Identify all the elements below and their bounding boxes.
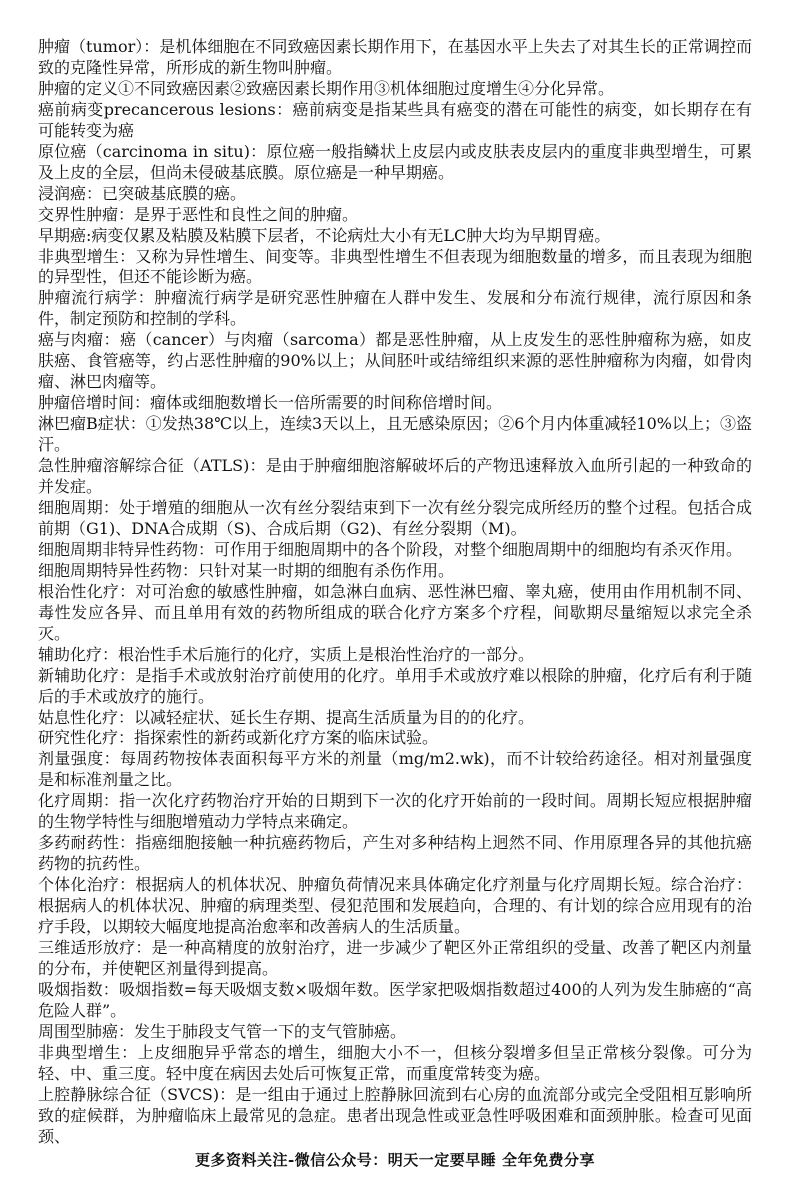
paragraph: 浸润癌：已突破基底膜的癌。 — [38, 183, 247, 203]
paragraph: 淋巴瘤B症状：①发热38℃以上，连续3天以上，且无感染原因；②6个月内体重减轻10%以上；③盗汗。 — [38, 414, 752, 455]
paragraph: 非典型增生：又称为异性增生、间变等。非典型性增生不但表现为细胞数量的增多，而且表现为细胞的异型性，但还不能诊断为癌。 — [38, 246, 752, 287]
paragraph: 三维适形放疗：是一种高精度的放射治疗，进一步减少了靶区外正常组织的受量、改善了靶区内剂量的分布，并使靶区剂量得到提高。 — [38, 937, 752, 978]
paragraph: 上腔静脉综合征（SVCS)：是一组由于通过上腔静脉回流到右心房的血流部分或完全受阻相互影响所致的症候群，为肿瘤临床上最常见的急症。患者出现急性或亚急性呼吸困难和面颈肿胀。检查可见面颈、 — [38, 1084, 752, 1146]
paragraph: 根治性化疗：对可治愈的敏感性肿瘤，如急淋白血病、恶性淋巴瘤、睾丸癌，使用由作用机制不同、毒性发应各异、而且单用有效的药物所组成的联合化疗方案多个疗程，间歇期尽量缩短以求完全杀灭。 — [38, 581, 752, 643]
paragraph: 肿瘤流行病学：肿瘤流行病学是研究恶性肿瘤在人群中发生、发展和分布流行规律，流行原因和条件，制定预防和控制的学科。 — [38, 288, 752, 329]
paragraph: 辅助化疗：根治性手术后施行的化疗，实质上是根治性治疗的一部分。 — [38, 644, 535, 664]
paragraph: 肿瘤的定义①不同致癌因素②致癌因素长期作用③机体细胞过度增生④分化异常。 — [38, 78, 615, 98]
paragraph: 姑息性化疗：以减轻症状、延长生存期、提高生活质量为目的的化疗。 — [38, 707, 535, 727]
paragraph: 交界性肿瘤：是界于恶性和良性之间的肿瘤。 — [38, 204, 359, 224]
paragraph: 研究性化疗：指探索性的新药或新化疗方案的临床试验。 — [38, 728, 439, 748]
paragraph: 细胞周期特异性药物：只针对某一时期的细胞有杀伤作用。 — [38, 560, 455, 580]
paragraph: 吸烟指数：吸烟指数=每天吸烟支数×吸烟年数。医学家把吸烟指数超过400的人列为发生肺癌的“高危险人群”。 — [38, 979, 752, 1020]
paragraph: 原位癌（carcinoma in situ)：原位癌一般指鳞状上皮层内或皮肤表皮层内的重度非典型增生，可累及上皮的全层，但尚未侵破基底膜。原位癌是一种早期癌。 — [38, 141, 752, 182]
paragraph: 细胞周期：处于增殖的细胞从一次有丝分裂结束到下一次有丝分裂完成所经历的整个过程。包括合成前期（G1)、DNA合成期（S)、合成后期（G2)、有丝分裂期（M)。 — [38, 497, 752, 538]
paragraph: 个体化治疗：根据病人的机体状况、肿瘤负荷情况来具体确定化疗剂量与化疗周期长短。综合治疗：根据病人的机体状况、肿瘤的病理类型、侵犯范围和发展趋向，合理的、有计划的综合应用现有的治疗手段，以期较大幅度地提高治愈率和改善病人的生活质量。 — [38, 875, 752, 937]
document-body — [38, 37, 752, 1148]
paragraph: 周围型肺癌：发生于肺段支气管一下的支气管肺癌。 — [38, 1021, 407, 1041]
paragraph: 多药耐药性：指癌细胞接触一种抗癌药物后，产生对多种结构上迥然不同、作用原理各异的其他抗癌药物的抗药性。 — [38, 833, 752, 874]
paragraph: 肿瘤倍增时间：瘤体或细胞数增长一倍所需要的时间称倍增时间。 — [38, 393, 503, 413]
paragraph: 癌前病变precancerous lesions：癌前病变是指某些具有癌变的潜在可能性的病变，如长期存在有可能转变为癌 — [38, 99, 752, 140]
paragraph: 早期癌:病变仅累及粘膜及粘膜下层者，不论病灶大小有无LC肿大均为早期胃癌。 — [38, 225, 611, 245]
page-footer: 更多资料关注-微信公众号：明天一定要早睡 全年免费分享 — [195, 1150, 595, 1169]
paragraph: 癌与肉瘤：癌（cancer）与肉瘤（sarcoma）都是恶性肿瘤，从上皮发生的恶性肿瘤称为癌，如皮肤癌、食管癌等，约占恶性肿瘤的90%以上；从间胚叶或结缔组织来源的恶性肿瘤称为肉瘤，如骨肉瘤、淋巴肉瘤等。 — [38, 330, 752, 392]
paragraph: 非典型增生：上皮细胞异乎常态的增生，细胞大小不一，但核分裂增多但呈正常核分裂像。可分为轻、中、重三度。轻中度在病因去处后可恢复正常，而重度常转变为癌。 — [38, 1042, 752, 1083]
paragraph: 急性肿瘤溶解综合征（ATLS)：是由于肿瘤细胞溶解破坏后的产物迅速释放入血所引起的一种致命的并发症。 — [38, 456, 752, 497]
paragraph: 剂量强度：每周药物按体表面积每平方米的剂量（mg/m2.wk)，而不计较给药途径。相对剂量强度是和标准剂量之比。 — [38, 749, 752, 790]
paragraph: 细胞周期非特异性药物：可作用于细胞周期中的各个阶段，对整个细胞周期中的细胞均有杀灭作用。 — [38, 539, 743, 559]
paragraph: 肿瘤（tumor）：是机体细胞在不同致癌因素长期作用下，在基因水平上失去了对其生长的正常调控而致的克隆性异常，所形成的新生物叫肿瘤。 — [38, 37, 752, 77]
paragraph: 化疗周期：指一次化疗药物治疗开始的日期到下一次的化疗开始前的一段时间。周期长短应根据肿瘤的生物学特性与细胞增殖动力学特点来确定。 — [38, 791, 752, 832]
paragraph: 新辅助化疗：是指手术或放射治疗前使用的化疗。单用手术或放疗难以根除的肿瘤，化疗后有利于随后的手术或放疗的施行。 — [38, 665, 752, 706]
